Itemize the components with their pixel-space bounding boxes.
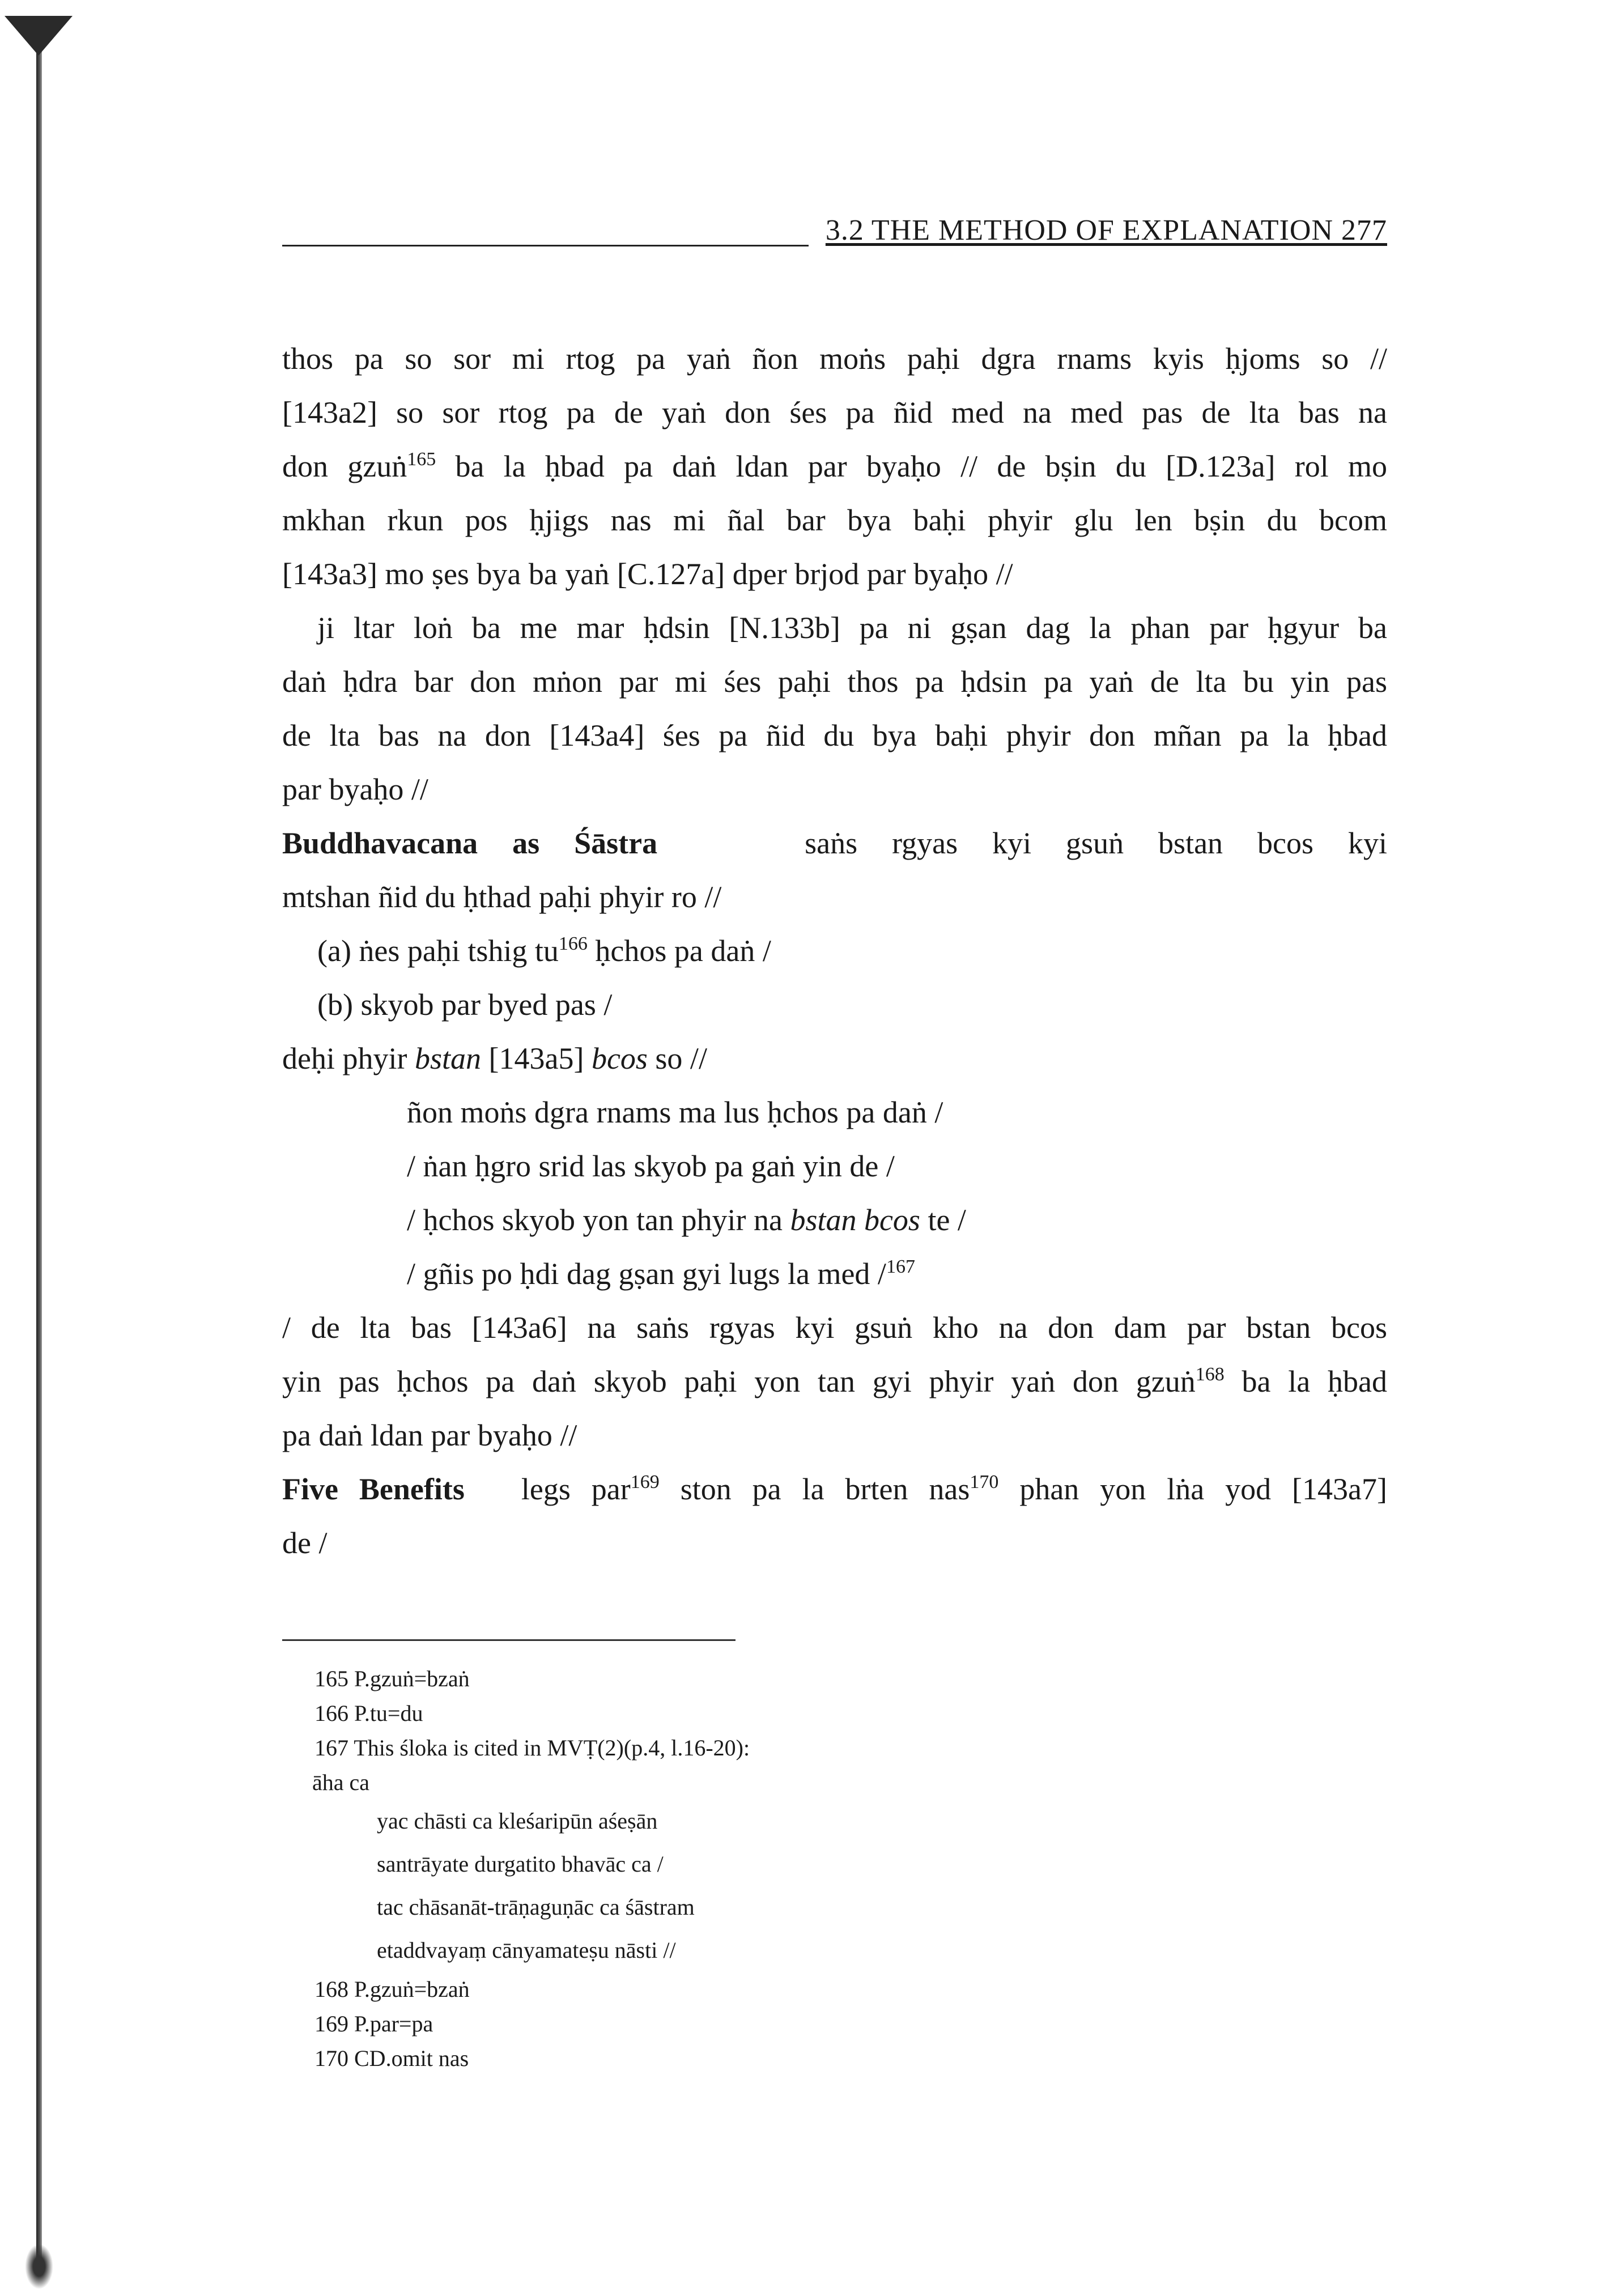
text-span: legs par (521, 1472, 631, 1506)
text-line (282, 1032, 1387, 1086)
text-span: ba la ḥbad pa daṅ ldan par byaḥo // de bṣin du [D.123a] rol mo (436, 449, 1388, 483)
text-line (282, 1355, 1387, 1409)
footnote: 168 P.gzuṅ=bzaṅ (314, 1976, 470, 2002)
footnote-ref: 166 (558, 933, 588, 954)
text-span: saṅs rgyas kyi gsuṅ bstan bcos kyi (805, 826, 1387, 860)
text-line: pa daṅ ldan par byaḥo // (282, 1418, 577, 1452)
text-line: de / (282, 1526, 328, 1560)
section-heading: Five Benefits (282, 1472, 465, 1506)
text-italic: bcos (591, 1041, 648, 1075)
text-line: de lta bas na don [143a4] śes pa ñid du bya baḥi phyir don mñan pa la ḥbad (282, 718, 1387, 752)
text-line: par byaḥo // (282, 772, 428, 806)
footnotes (314, 1661, 1391, 2076)
footnote-ref: 165 (407, 449, 436, 470)
text-line: ji ltar loṅ ba me mar ḥdsin [N.133b] pa ni gṣan dag la phan par ḥgyur ba (317, 611, 1387, 645)
sanskrit-verse-line: tac chāsanāt-trāṇaguṇāc ca śāstram (377, 1894, 695, 1920)
text-span: deḥi phyir (282, 1041, 415, 1075)
text-span: te / (920, 1203, 966, 1237)
footnote-ref: 169 (630, 1472, 660, 1493)
text-span: (a) ṅes paḥi tshig tu (317, 934, 559, 968)
verse-line (282, 1247, 1387, 1301)
sanskrit-verse-line: santrāyate durgatito bhavāc ca / (377, 1851, 664, 1877)
text-span: / gñis po ḥdi dag gṣan gyi lugs la med / (407, 1257, 886, 1291)
text-span: [143a5] (481, 1041, 592, 1075)
text-span: ḥchos pa daṅ / (587, 934, 771, 968)
text-italic: bstan (414, 1041, 481, 1075)
sanskrit-verse-line: etaddvayaṃ cānyamateṣu nāsti // (377, 1937, 676, 1963)
verse-line: ñon moṅs dgra rnams ma lus ḥchos pa daṅ / (407, 1095, 943, 1129)
running-head-text: 3.2 THE METHOD OF EXPLANATION 277 (809, 214, 1387, 247)
footnote: 169 P.par=pa (314, 2011, 433, 2036)
footnote: 170 CD.omit nas (314, 2046, 469, 2071)
text-line: (b) skyob par byed pas / (317, 988, 613, 1022)
text-line: / de lta bas [143a6] na saṅs rgyas kyi gsuṅ kho na don dam par bstan bcos (282, 1311, 1387, 1345)
running-head (282, 205, 1387, 246)
footnote-rule (282, 1639, 736, 1641)
text-line: [143a3] mo ṣes bya ba yaṅ [C.127a] dper brjod par byaḥo // (282, 557, 1013, 591)
footnote-ref: 170 (970, 1472, 999, 1493)
text-span: so // (647, 1041, 707, 1075)
text-italic: bstan bcos (790, 1203, 920, 1237)
text-line (282, 1462, 1387, 1516)
footnote-ref: 168 (1195, 1364, 1225, 1385)
text-line: thos pa so sor mi rtog pa yaṅ ñon moṅs paḥi dgra rnams kyis ḥjoms so // (282, 342, 1387, 376)
text-line: mkhan rkun pos ḥjigs nas mi ñal bar bya baḥi phyir glu len bṣin du bcom (282, 503, 1387, 537)
page-binding-edge (36, 17, 42, 2272)
binding-top-mark (5, 16, 73, 56)
text-span: yin pas ḥchos pa daṅ skyob paḥi yon tan gyi phyir yaṅ don gzuṅ (282, 1364, 1196, 1398)
text-line (282, 440, 1387, 494)
binding-bottom-mark (25, 2244, 53, 2289)
footnote: 167 This śloka is cited in MVṬ(2)(p.4, l.16-20): (314, 1735, 750, 1761)
text-span: ston pa la brten nas (659, 1472, 970, 1506)
sanskrit-verse-line: yac chāsti ca kleśaripūn aśeṣān (377, 1808, 658, 1834)
text-span: don gzuṅ (282, 449, 407, 483)
text-span: ba la ḥbad (1224, 1364, 1387, 1398)
text-line: mtshan ñid du ḥthad paḥi phyir ro // (282, 880, 722, 914)
text-span: phan yon lṅa yod [143a7] (998, 1472, 1387, 1506)
text-line: daṅ ḥdra bar don mṅon par mi śes paḥi thos pa ḥdsin pa yaṅ de lta bu yin pas (282, 665, 1387, 699)
footnote-ref: 167 (886, 1256, 915, 1277)
text-line: [143a2] so sor rtog pa de yaṅ don śes pa ñid med na med pas de lta bas na (282, 396, 1387, 430)
verse-line: / ṅan ḥgro srid las skyob pa gaṅ yin de / (407, 1149, 895, 1183)
footnote: 165 P.gzuṅ=bzaṅ (314, 1666, 470, 1691)
text-line (282, 817, 1387, 870)
verse-line (282, 1193, 1387, 1247)
main-text (282, 332, 1387, 1570)
footnote-line: āha ca (312, 1770, 370, 1795)
footnote: 166 P.tu=du (314, 1700, 423, 1726)
section-heading: Buddhavacana as Śāstra (282, 826, 658, 860)
text-line (282, 924, 1387, 978)
text-span: / ḥchos skyob yon tan phyir na (407, 1203, 790, 1237)
